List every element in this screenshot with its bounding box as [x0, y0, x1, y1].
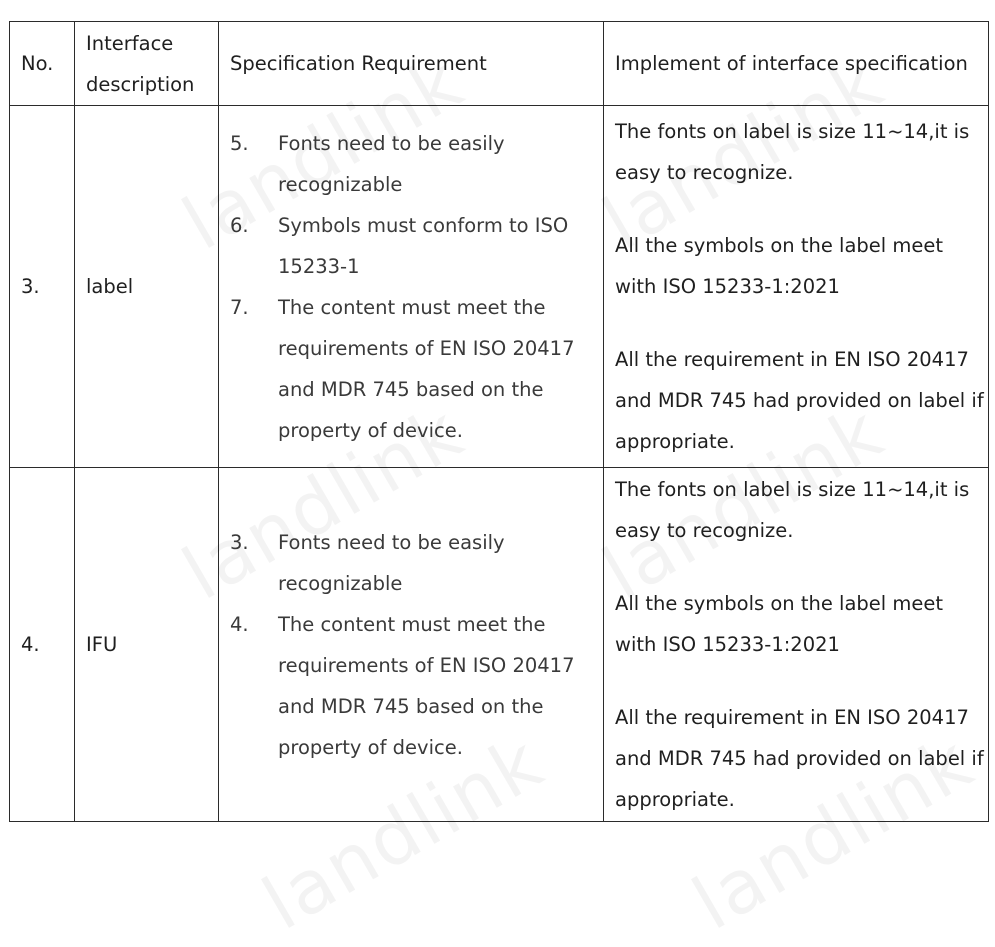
list-item-text: The content must meet the requirements of EN ISO 20417 and MDR 745 based on the property of device.	[278, 295, 575, 442]
list-item-number: 7.	[230, 295, 249, 319]
list-item-text: The content must meet the requirements of EN ISO 20417 and MDR 745 based on the property of device.	[278, 612, 575, 759]
requirements-list	[230, 522, 603, 768]
table-header-row	[10, 22, 989, 106]
list-item-number: 4.	[230, 612, 249, 636]
list-item	[230, 604, 603, 768]
specification-table	[9, 21, 989, 822]
header-interface-description: Interface description	[75, 22, 219, 106]
table-row	[10, 468, 989, 822]
list-item	[230, 522, 603, 604]
implementation-paragraph: The fonts on label is size 11~14,it is easy to recognize.	[615, 120, 970, 184]
list-item-number: 6.	[230, 213, 249, 237]
header-implementation: Implement of interface specification	[604, 22, 989, 106]
list-item-text: Fonts need to be easily recognizable	[278, 530, 505, 595]
implementation-paragraph: The fonts on label is size 11~14,it is easy to recognize.	[615, 478, 970, 542]
header-no: No.	[10, 22, 75, 106]
row-interface: IFU	[75, 468, 219, 822]
table-row	[10, 106, 989, 468]
implementation-paragraph: All the requirement in EN ISO 20417 and MDR 745 had provided on label if appropriate.	[615, 706, 984, 811]
list-item	[230, 205, 603, 287]
implementation-paragraph: All the symbols on the label meet with ISO 15233-1:2021	[615, 592, 944, 656]
implementation-cell	[604, 468, 989, 822]
row-interface: label	[75, 106, 219, 468]
implementation-cell	[604, 106, 989, 468]
list-item	[230, 123, 603, 205]
requirements-list	[230, 123, 603, 451]
list-item-text: Symbols must conform to ISO 15233-1	[278, 213, 569, 278]
header-specification-requirement: Specification Requirement	[219, 22, 604, 106]
list-item-number: 3.	[230, 530, 249, 554]
list-item-text: Fonts need to be easily recognizable	[278, 131, 505, 196]
requirements-cell	[219, 468, 604, 822]
list-item	[230, 287, 603, 451]
implementation-paragraph: All the symbols on the label meet with ISO 15233-1:2021	[615, 234, 944, 298]
requirements-cell	[219, 106, 604, 468]
implementation-paragraph: All the requirement in EN ISO 20417 and MDR 745 had provided on label if appropriate.	[615, 348, 984, 453]
row-number: 3.	[10, 106, 75, 468]
row-number: 4.	[10, 468, 75, 822]
list-item-number: 5.	[230, 131, 249, 155]
